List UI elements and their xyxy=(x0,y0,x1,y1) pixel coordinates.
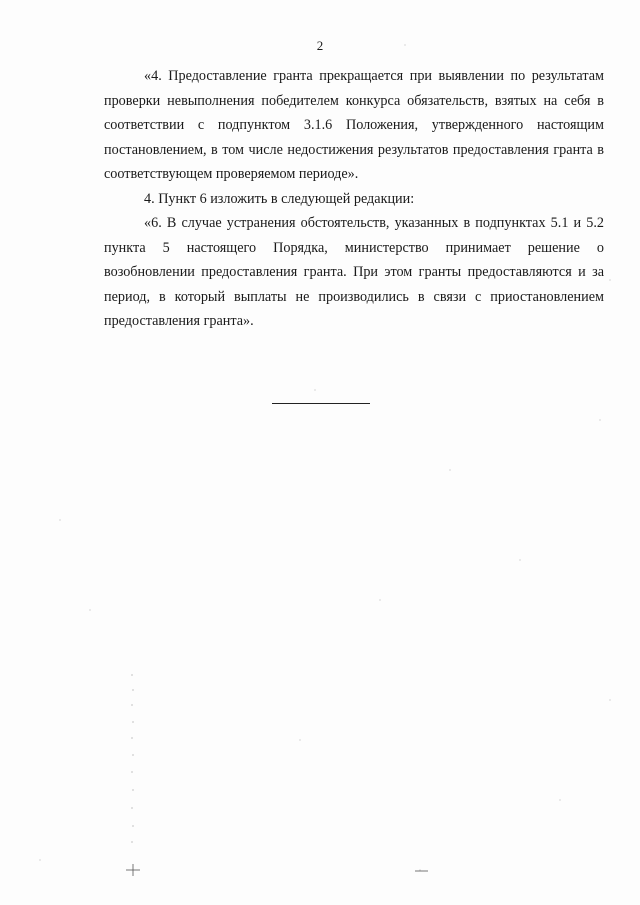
page-number: 2 xyxy=(316,38,324,53)
paragraph-item-6-text: «6. В случае устранения обстоятельств, указанных в подпунктах 5.1 и 5.2 пункта 5 настоящего Порядка, министерство принимает решение о возобновлении предоставления гранта. При этом гранты предоставляются и за период, в который выплаты не производились в связи с приостановлением предоставления гранта». xyxy=(104,215,604,329)
document-body xyxy=(104,64,604,334)
paragraph-amendment-point-6: 4. Пункт 6 изложить в следующей редакции: xyxy=(144,190,415,207)
end-divider-line xyxy=(272,403,370,404)
paragraph-item-4-text: «4. Предоставление гранта прекращается при выявлении по результатам проверки невыполнения победителем конкурса обязательств, взятых на себя в соответствии с подпунктом 3.1.6 Положения, утвержденного настоящим постановлением, в том числе недостижения результатов предоставления гранта в соответствующем проверяемом периоде». xyxy=(104,68,604,182)
